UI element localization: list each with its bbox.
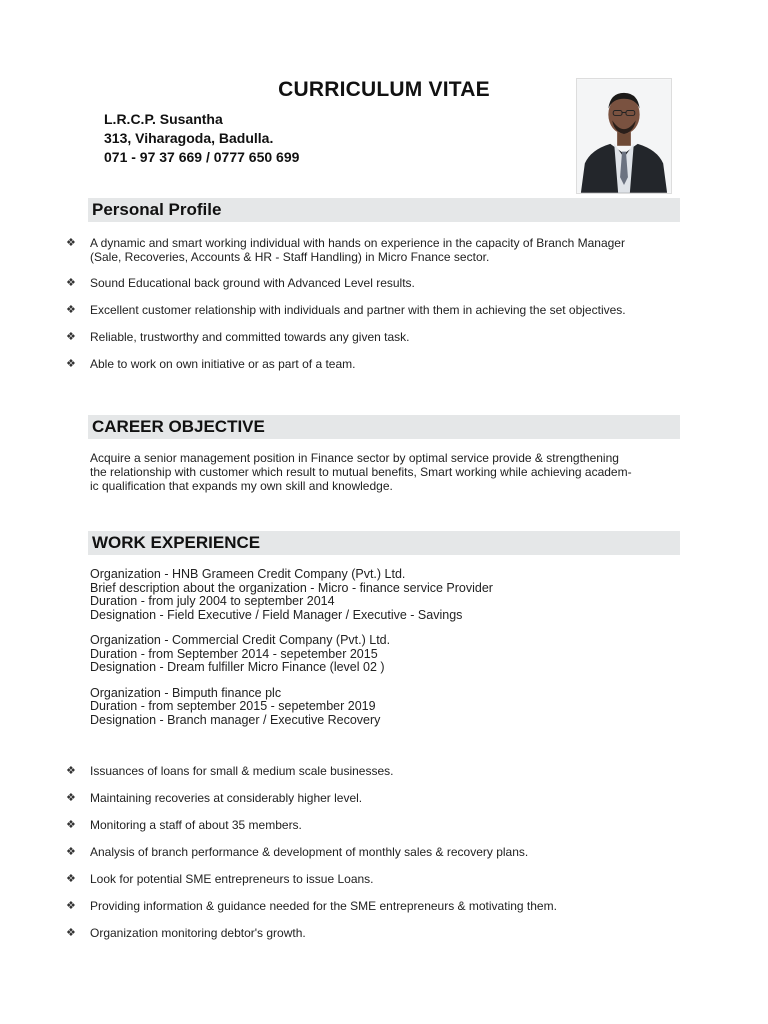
org-line: Organization - Bimputh finance plc [90, 685, 282, 700]
section-career-objective [88, 415, 680, 439]
diamond-bullet-icon: ❖ [66, 900, 76, 912]
diamond-bullet-icon: ❖ [66, 765, 76, 777]
diamond-bullet-icon: ❖ [66, 846, 76, 858]
diamond-bullet-icon: ❖ [66, 237, 76, 249]
profile-item-line: A dynamic and smart working individual with hands on experience in the capacity of Branch Manager [90, 236, 625, 250]
org-line: Duration - from September 2014 - sepetember 2015 [90, 646, 378, 661]
org-line: Brief description about the organization - Micro - finance service Provider [90, 580, 493, 595]
list-item [66, 276, 706, 290]
diamond-bullet-icon: ❖ [66, 819, 76, 831]
org-line: Organization - HNB Grameen Credit Company (Pvt.) Ltd. [90, 567, 406, 581]
list-item [66, 899, 706, 913]
org-line: Designation - Branch manager / Executive Recovery [90, 712, 381, 727]
organization-entry [90, 687, 690, 728]
org-line: Duration - from september 2015 - sepetember 2019 [90, 699, 376, 713]
duty-text: Monitoring a staff of about 35 members. [90, 818, 302, 832]
list-item [66, 303, 706, 317]
organization-entry [90, 568, 690, 622]
profile-item-line: Excellent customer relationship with individuals and partner with them in achieving the set objectives. [90, 303, 626, 317]
list-item [66, 926, 706, 940]
section-heading: CAREER OBJECTIVE [92, 417, 265, 436]
duty-text: Analysis of branch performance & development of monthly sales & recovery plans. [90, 845, 529, 859]
diamond-bullet-icon: ❖ [66, 277, 76, 289]
page-title: CURRICULUM VITAE [278, 78, 490, 101]
duty-text: Maintaining recoveries at considerably higher level. [90, 791, 363, 805]
section-heading: WORK EXPERIENCE [92, 533, 261, 552]
list-item [66, 818, 706, 832]
profile-item-line: Reliable, trustworthy and committed towards any given task. [90, 330, 410, 344]
profile-item-line: (Sale, Recoveries, Accounts & HR - Staff Handling) in Micro Fnance sector. [90, 250, 490, 264]
diamond-bullet-icon: ❖ [66, 358, 76, 370]
section-work-experience [88, 531, 680, 555]
org-line: Designation - Field Executive / Field Manager / Executive - Savings [90, 607, 463, 622]
list-item [66, 845, 706, 859]
duty-text: Look for potential SME entrepreneurs to issue Loans. [90, 872, 374, 886]
duty-text: Providing information & guidance needed for the SME entrepreneurs & motivating them. [90, 899, 557, 913]
list-item [66, 236, 706, 263]
duty-text: Issuances of loans for small & medium scale businesses. [90, 764, 394, 778]
candidate-address: 313, Viharagoda, Badulla. [104, 130, 274, 146]
organization-entry [90, 634, 690, 675]
section-personal-profile [88, 198, 680, 222]
list-item [66, 357, 706, 371]
diamond-bullet-icon: ❖ [66, 873, 76, 885]
paragraph-line: ic qualification that expands my own skill and knowledge. [90, 479, 393, 493]
profile-item-line: Able to work on own initiative or as part of a team. [90, 357, 356, 371]
paragraph-line: Acquire a senior management position in Finance sector by optimal service provide & strengthening [90, 451, 619, 465]
candidate-name: L.R.C.P. Susantha [104, 111, 223, 127]
diamond-bullet-icon: ❖ [66, 792, 76, 804]
career-objective-text [90, 451, 702, 493]
candidate-phone: 071 - 97 37 669 / 0777 650 699 [104, 149, 300, 165]
list-item [66, 791, 706, 805]
diamond-bullet-icon: ❖ [66, 304, 76, 316]
diamond-bullet-icon: ❖ [66, 331, 76, 343]
duty-text: Organization monitoring debtor's growth. [90, 926, 306, 940]
profile-photo-illustration [577, 79, 671, 193]
duties-list [66, 764, 706, 940]
profile-photo [576, 78, 672, 194]
list-item [66, 330, 706, 344]
org-line: Organization - Commercial Credit Company (Pvt.) Ltd. [90, 633, 391, 647]
contact-block [104, 110, 299, 167]
profile-item-line: Sound Educational back ground with Advanced Level results. [90, 276, 415, 290]
org-line: Duration - from july 2004 to september 2014 [90, 594, 335, 608]
list-item [66, 764, 706, 778]
work-organizations [90, 568, 690, 739]
list-item [66, 872, 706, 886]
profile-list [66, 236, 706, 371]
section-heading: Personal Profile [92, 200, 222, 219]
diamond-bullet-icon: ❖ [66, 927, 76, 939]
paragraph-line: the relationship with customer which result to mutual benefits, Smart working while achieving academ- [90, 465, 632, 479]
org-line: Designation - Dream fulfiller Micro Finance (level 02 ) [90, 660, 385, 674]
